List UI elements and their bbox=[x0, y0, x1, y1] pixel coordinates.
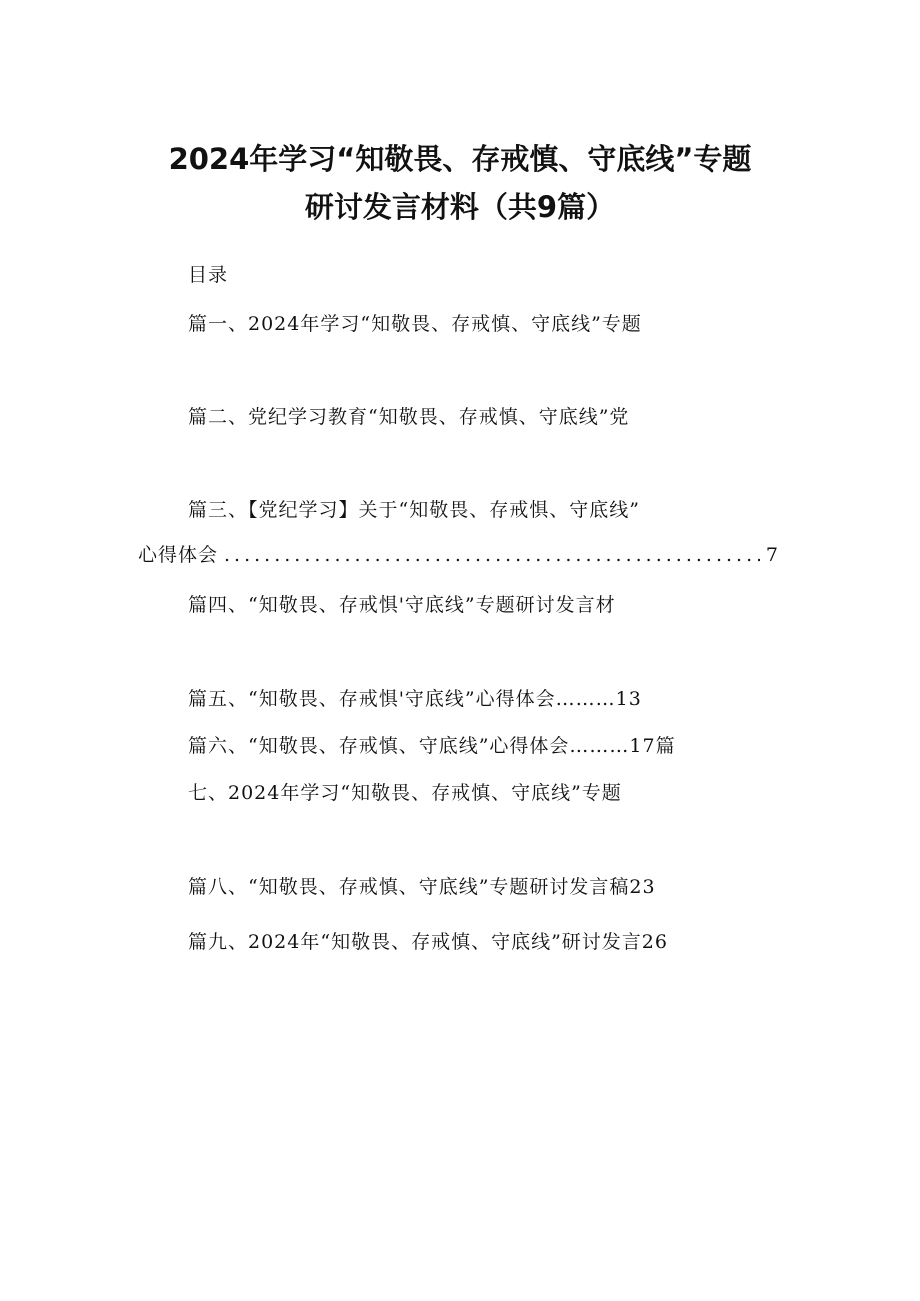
toc-entry-3: 篇三、【党纪学习】关于“知敬畏、存戒惧、守底线” bbox=[188, 499, 640, 521]
document-title-line1: 2024年学习“知敬畏、存戒慎、守底线”专题 bbox=[168, 142, 752, 176]
toc-entry-9: 篇九、2024年“知敬畏、存戒慎、守底线”研讨发言26 bbox=[188, 931, 668, 953]
toc-entry-8: 篇八、“知敬畏、存戒慎、守底线”专题研讨发言稿23 bbox=[188, 876, 656, 898]
toc-entry-7: 七、2024年学习“知敬畏、存戒慎、守底线”专题 bbox=[188, 782, 622, 804]
toc-entry-1: 篇一、2024年学习“知敬畏、存戒慎、守底线”专题 bbox=[188, 313, 642, 335]
toc-entry-3-label: 心得体会 bbox=[138, 544, 219, 566]
toc-leader-dots bbox=[224, 542, 760, 568]
document-title-line2: 研讨发言材料（共9篇） bbox=[304, 190, 616, 224]
toc-entry-2: 篇二、党纪学习教育“知敬畏、存戒慎、守底线”党 bbox=[188, 406, 630, 428]
toc-entry-6: 篇六、“知敬畏、存戒慎、守底线”心得体会………17篇 bbox=[188, 735, 676, 757]
toc-entry-3-page: 7 bbox=[765, 544, 778, 566]
toc-entry-3-continuation bbox=[138, 542, 778, 568]
toc-entry-4: 篇四、“知敬畏、存戒惧'守底线”专题研讨发言材 bbox=[188, 594, 616, 616]
toc-heading: 目录 bbox=[188, 264, 229, 286]
toc-entry-5: 篇五、“知敬畏、存戒惧'守底线”心得体会………13 bbox=[188, 688, 642, 710]
